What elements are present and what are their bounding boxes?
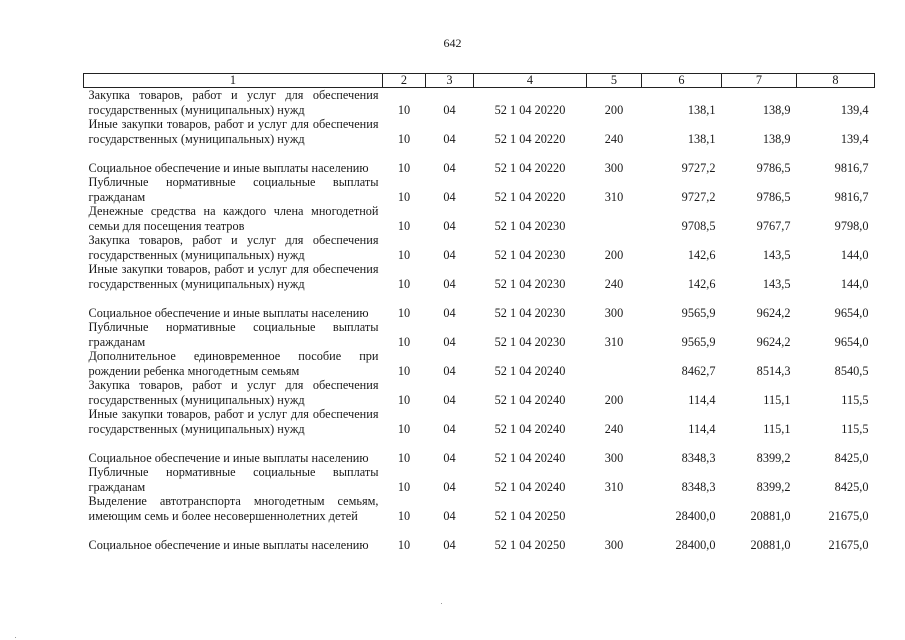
- row-name-cell: Социальное обеспечение и иные выплаты населению: [88, 160, 369, 175]
- row-value-year1-cell: 138,1: [687, 102, 716, 117]
- row-section-cell: 10: [397, 537, 411, 552]
- row-article-cell: 52 1 04 20230: [494, 276, 566, 291]
- row-name-cell: Публичные нормативные социальные выплаты гражданам: [88, 320, 379, 349]
- row-value-year1-cell: 142,6: [687, 276, 716, 291]
- row-article-cell: 52 1 04 20220: [494, 131, 566, 146]
- row-value-year2-cell: 143,5: [762, 247, 791, 262]
- row-value-year3-cell: 144,0: [840, 276, 869, 291]
- row-section-cell: 10: [397, 218, 411, 233]
- table-row: [84, 88, 875, 118]
- row-section-cell: 10: [397, 189, 411, 204]
- table-row: [84, 523, 875, 552]
- row-value-year3-cell: 8425,0: [834, 450, 869, 465]
- row-subsection-cell: 04: [443, 102, 456, 117]
- row-value-year1-cell: 142,6: [687, 247, 716, 262]
- row-article-cell: 52 1 04 20230: [494, 218, 566, 233]
- row-subsection-cell: 04: [443, 189, 456, 204]
- row-expense-type-cell: 240: [604, 276, 624, 291]
- table-row: [84, 146, 875, 175]
- row-expense-type-cell: 240: [604, 131, 624, 146]
- row-expense-type-cell: 300: [604, 305, 624, 320]
- column-header: 1: [84, 74, 383, 88]
- table-row: [84, 204, 875, 233]
- row-value-year2-cell: 138,9: [762, 131, 791, 146]
- column-header: 8: [797, 74, 875, 88]
- column-header: 2: [383, 74, 426, 88]
- row-section-cell: 10: [397, 508, 411, 523]
- column-header: 3: [426, 74, 474, 88]
- row-value-year3-cell: 9654,0: [834, 334, 869, 349]
- row-value-year2-cell: 8514,3: [756, 363, 791, 378]
- row-article-cell: 52 1 04 20250: [494, 508, 566, 523]
- row-value-year1-cell: 8348,3: [681, 479, 716, 494]
- table-row: [84, 291, 875, 320]
- row-value-year2-cell: 8399,2: [756, 450, 791, 465]
- scan-speck: [441, 603, 442, 604]
- row-subsection-cell: 04: [443, 276, 456, 291]
- table-row: [84, 262, 875, 291]
- row-value-year1-cell: 114,4: [688, 421, 716, 436]
- row-name-cell: Денежные средства на каждого члена многодетной семьи для посещения театров: [88, 204, 379, 233]
- column-header: 4: [474, 74, 587, 88]
- row-subsection-cell: 04: [443, 160, 456, 175]
- row-expense-type-cell: 200: [604, 102, 624, 117]
- row-section-cell: 10: [397, 334, 411, 349]
- row-section-cell: 10: [397, 131, 411, 146]
- row-value-year2-cell: 20881,0: [750, 508, 791, 523]
- row-article-cell: 52 1 04 20230: [494, 305, 566, 320]
- row-expense-type-cell: [587, 349, 642, 378]
- row-value-year1-cell: 9565,9: [681, 305, 716, 320]
- row-value-year3-cell: 9816,7: [834, 160, 869, 175]
- row-name-cell: Иные закупки товаров, работ и услуг для обеспечения государственных (муниципальных) нужд: [88, 262, 379, 291]
- row-article-cell: 52 1 04 20230: [494, 247, 566, 262]
- row-name-cell: Выделение автотранспорта многодетным семьям, имеющим семь и более несовершеннолетних детей: [88, 494, 379, 523]
- row-section-cell: 10: [397, 102, 411, 117]
- row-section-cell: 10: [397, 305, 411, 320]
- table-row: [84, 320, 875, 349]
- table-row: [84, 349, 875, 378]
- row-article-cell: 52 1 04 20230: [494, 334, 566, 349]
- row-subsection-cell: 04: [443, 508, 456, 523]
- row-section-cell: 10: [397, 421, 411, 436]
- row-expense-type-cell: 310: [604, 189, 624, 204]
- row-value-year1-cell: 9727,2: [681, 189, 716, 204]
- row-article-cell: 52 1 04 20240: [494, 450, 566, 465]
- row-subsection-cell: 04: [443, 363, 456, 378]
- row-subsection-cell: 04: [443, 305, 456, 320]
- row-value-year3-cell: 144,0: [840, 247, 869, 262]
- row-subsection-cell: 04: [443, 334, 456, 349]
- table-row: [84, 175, 875, 204]
- row-expense-type-cell: 240: [604, 421, 624, 436]
- row-article-cell: 52 1 04 20240: [494, 421, 566, 436]
- row-article-cell: 52 1 04 20240: [494, 363, 566, 378]
- row-value-year2-cell: 138,9: [762, 102, 791, 117]
- row-value-year2-cell: 9767,7: [756, 218, 791, 233]
- table-row: [84, 117, 875, 146]
- row-subsection-cell: 04: [443, 479, 456, 494]
- row-section-cell: 10: [397, 450, 411, 465]
- row-subsection-cell: 04: [443, 537, 456, 552]
- row-subsection-cell: 04: [443, 392, 456, 407]
- row-expense-type-cell: 200: [604, 247, 624, 262]
- column-header: 6: [642, 74, 722, 88]
- row-subsection-cell: 04: [443, 131, 456, 146]
- row-expense-type-cell: [587, 204, 642, 233]
- row-value-year3-cell: 21675,0: [828, 508, 869, 523]
- row-value-year1-cell: 114,4: [688, 392, 716, 407]
- row-section-cell: 10: [397, 479, 411, 494]
- row-section-cell: 10: [397, 392, 411, 407]
- row-value-year2-cell: 143,5: [762, 276, 791, 291]
- scan-speck: [15, 637, 16, 638]
- row-expense-type-cell: [587, 494, 642, 523]
- row-name-cell: Дополнительное единовременное пособие при рождении ребенка многодетным семьям: [88, 349, 379, 378]
- row-subsection-cell: 04: [443, 218, 456, 233]
- row-expense-type-cell: 200: [604, 392, 624, 407]
- row-article-cell: 52 1 04 20220: [494, 160, 566, 175]
- row-value-year3-cell: 9798,0: [834, 218, 869, 233]
- row-article-cell: 52 1 04 20240: [494, 392, 566, 407]
- page-number: 642: [443, 36, 462, 50]
- row-expense-type-cell: 300: [604, 537, 624, 552]
- row-name-cell: Закупка товаров, работ и услуг для обеспечения государственных (муниципальных) нужд: [88, 88, 379, 117]
- row-name-cell: Социальное обеспечение и иные выплаты населению: [88, 305, 369, 320]
- row-name-cell: Иные закупки товаров, работ и услуг для обеспечения государственных (муниципальных) нужд: [88, 407, 379, 436]
- row-name-cell: Закупка товаров, работ и услуг для обеспечения государственных (муниципальных) нужд: [88, 233, 379, 262]
- row-article-cell: 52 1 04 20250: [494, 537, 566, 552]
- row-value-year3-cell: 115,5: [841, 421, 869, 436]
- table-body: [84, 88, 875, 553]
- row-name-cell: Иные закупки товаров, работ и услуг для обеспечения государственных (муниципальных) нужд: [88, 117, 379, 146]
- row-name-cell: Закупка товаров, работ и услуг для обеспечения государственных (муниципальных) нужд: [88, 378, 379, 407]
- row-value-year3-cell: 21675,0: [828, 537, 869, 552]
- row-value-year2-cell: 9624,2: [756, 334, 791, 349]
- row-article-cell: 52 1 04 20220: [494, 189, 566, 204]
- row-value-year1-cell: 138,1: [687, 131, 716, 146]
- row-value-year2-cell: 9624,2: [756, 305, 791, 320]
- table-row: [84, 407, 875, 436]
- row-value-year1-cell: 8462,7: [681, 363, 716, 378]
- row-value-year3-cell: 115,5: [841, 392, 869, 407]
- row-name-cell: Социальное обеспечение и иные выплаты населению: [88, 450, 369, 465]
- table-row: [84, 436, 875, 465]
- row-name-cell: Публичные нормативные социальные выплаты гражданам: [88, 175, 379, 204]
- row-value-year3-cell: 139,4: [840, 102, 869, 117]
- row-article-cell: 52 1 04 20220: [494, 102, 566, 117]
- row-article-cell: 52 1 04 20240: [494, 479, 566, 494]
- row-subsection-cell: 04: [443, 450, 456, 465]
- row-value-year2-cell: 115,1: [763, 421, 791, 436]
- row-value-year1-cell: 28400,0: [675, 508, 716, 523]
- table-row: [84, 378, 875, 407]
- row-section-cell: 10: [397, 247, 411, 262]
- row-value-year2-cell: 8399,2: [756, 479, 791, 494]
- row-expense-type-cell: 300: [604, 160, 624, 175]
- row-value-year3-cell: 8425,0: [834, 479, 869, 494]
- column-header: 7: [722, 74, 797, 88]
- table-row: [84, 233, 875, 262]
- row-expense-type-cell: 300: [604, 450, 624, 465]
- row-value-year1-cell: 8348,3: [681, 450, 716, 465]
- row-value-year2-cell: 115,1: [763, 392, 791, 407]
- row-value-year1-cell: 9727,2: [681, 160, 716, 175]
- row-section-cell: 10: [397, 276, 411, 291]
- row-value-year2-cell: 9786,5: [756, 189, 791, 204]
- table-row: [84, 494, 875, 523]
- row-value-year3-cell: 9654,0: [834, 305, 869, 320]
- row-value-year3-cell: 8540,5: [834, 363, 869, 378]
- row-name-cell: Социальное обеспечение и иные выплаты населению: [88, 537, 369, 552]
- row-section-cell: 10: [397, 363, 411, 378]
- column-header: 5: [587, 74, 642, 88]
- row-value-year1-cell: 28400,0: [675, 537, 716, 552]
- row-value-year3-cell: 9816,7: [834, 189, 869, 204]
- column-number-row: [84, 74, 875, 88]
- row-value-year1-cell: 9565,9: [681, 334, 716, 349]
- table-row: [84, 465, 875, 494]
- row-value-year3-cell: 139,4: [840, 131, 869, 146]
- row-expense-type-cell: 310: [604, 334, 624, 349]
- row-value-year2-cell: 20881,0: [750, 537, 791, 552]
- row-subsection-cell: 04: [443, 421, 456, 436]
- row-value-year1-cell: 9708,5: [681, 218, 716, 233]
- row-expense-type-cell: 310: [604, 479, 624, 494]
- row-subsection-cell: 04: [443, 247, 456, 262]
- row-name-cell: Публичные нормативные социальные выплаты гражданам: [88, 465, 379, 494]
- row-value-year2-cell: 9786,5: [756, 160, 791, 175]
- row-section-cell: 10: [397, 160, 411, 175]
- budget-table: [83, 73, 875, 552]
